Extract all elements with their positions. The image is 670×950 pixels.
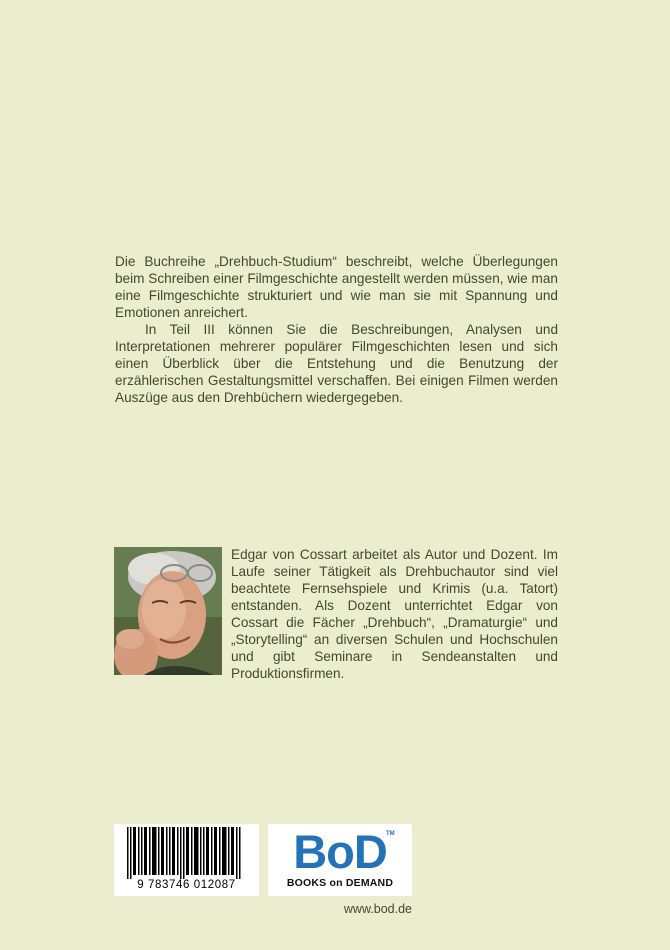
- author-bio: Edgar von Cossart arbeitet als Autor und Dozent. Im Laufe seiner Tätigkeit als Drehbuchautor sind viel beachtete Fernsehspiele und Krimis (u.a. Tatort) entstanden. Als Dozent unterrichtet Edgar von Cossart die Fächer „Drehbuch“, „Dramaturgie“ und „Storytelling“ an diversen Schulen und Hochschulen und gibt Seminare in Sendeanstalten und Produktionsfirmen.: [231, 547, 558, 681]
- bod-logo-text: BoD: [293, 825, 387, 878]
- trademark-mark: TM: [386, 831, 395, 837]
- isbn-digits: 9 783746 012087: [137, 879, 236, 891]
- barcode-bars: [119, 827, 254, 879]
- back-cover-blurb: [115, 253, 558, 406]
- isbn-barcode: [114, 824, 259, 896]
- blurb-paragraph-2: In Teil III können Sie die Beschreibungen, Analysen und Interpretationen mehrerer populärer Filmgeschichten lesen und sich einen Überblick über die Entstehung und die Benutzung der erzählerischen Gestaltungsmittel verschaffen. Bei einigen Filmen werden Auszüge aus den Drehbüchern wiedergegeben.: [115, 322, 558, 405]
- author-photo: [114, 547, 222, 675]
- blurb-paragraph-1: Die Buchreihe „Drehbuch-Studium“ beschreibt, welche Überlegungen beim Schreiben einer Filmgeschichte angestellt werden müssen, wie man eine Filmgeschichte strukturiert und wie man sie mit Spannung und Emotionen anreichert.: [115, 254, 558, 320]
- publisher-tagline: BOOKS on DEMAND: [286, 877, 394, 889]
- publisher-logo: [268, 824, 412, 896]
- author-portrait-image: [114, 547, 222, 675]
- publisher-url: www.bod.de: [343, 902, 412, 916]
